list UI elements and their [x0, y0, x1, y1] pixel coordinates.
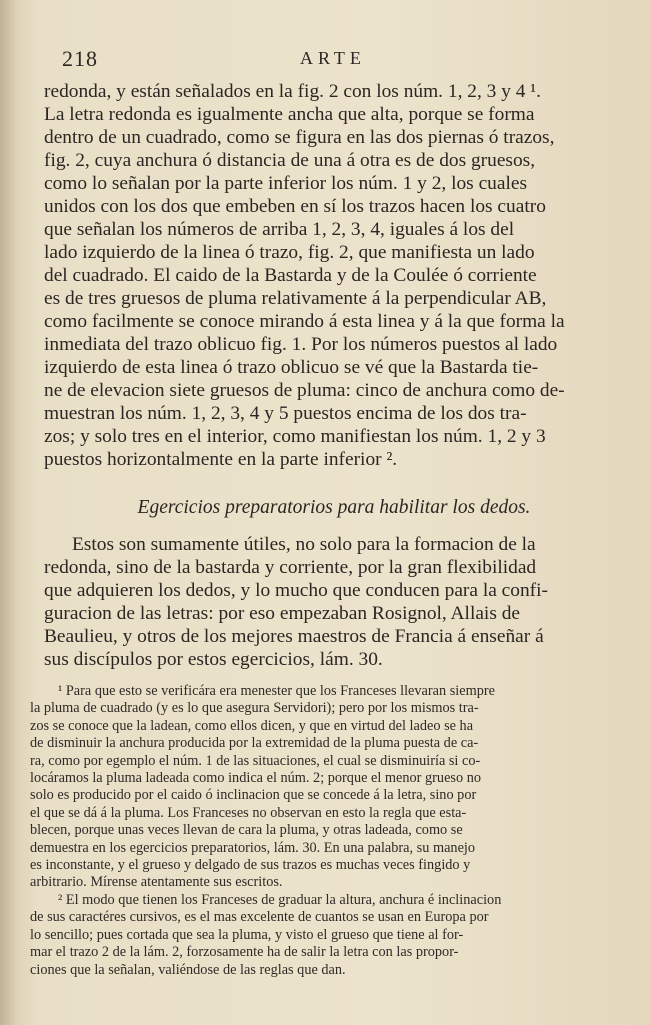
footnote-line: ra, como por egemplo el núm. 1 de las situaciones, el cual se disminuiría si co- — [30, 752, 481, 769]
section-heading: Egercicios preparatorios para habilitar los dedos. — [137, 497, 531, 518]
footnote-line: es inconstante, y el grueso y delgado de sus trazos es muchas veces fingido y — [30, 857, 471, 874]
footnote-line: zos se conoce que la ladean, como ellos dicen, y que en virtud del ladeo se ha — [30, 717, 474, 734]
page-number: 218 — [62, 46, 98, 71]
text-line: del cuadrado. El caido de la Bastarda y de la Coulée ó corriente — [44, 265, 537, 286]
running-head: ARTE — [300, 48, 366, 68]
text-line: que señalan los números de arriba 1, 2, 3, 4, iguales á los del — [44, 219, 515, 240]
footnote-line: ¹ Para que esto se verificára era menester que los Franceses llevaran siempre — [58, 683, 495, 699]
footnote-line: la pluma de cuadrado (y es lo que asegura Servidori); pero por los mismos tra- — [30, 700, 479, 717]
text-line: es de tres gruesos de pluma relativamente á la perpendicular AB, — [44, 288, 547, 309]
footnote-line: mar el trazo 2 de la lám. 2, forzosamente ha de salir la letra con las propor- — [30, 944, 459, 961]
text-line: izquierdo de esta linea ó trazo oblicuo se vé que la Bastarda tie- — [44, 357, 539, 378]
footnote-line: arbitrario. Mírense atentamente sus escritos. — [30, 874, 283, 891]
text-line: como lo señalan por la parte inferior los núm. 1 y 2, los cuales — [44, 173, 528, 194]
footnote-line: el que se dá á la pluma. Los Franceses no observan en esto la regla que esta- — [30, 804, 467, 821]
footnote-line: solo es producido por el caido ó inclinacion que se concede á la letra, sino por — [30, 787, 477, 804]
text-line: fig. 2, cuya anchura ó distancia de una á otra es de dos gruesos, — [44, 150, 536, 171]
text-line: La letra redonda es igualmente ancha que alta, porque se forma — [44, 104, 535, 125]
footnote-line: demuestra en los egercicios preparatorios, lám. 30. En una palabra, su manejo — [30, 839, 476, 856]
text-line: dentro de un cuadrado, como se figura en las dos piernas ó trazos, — [44, 127, 555, 148]
text-line: redonda, sino de la bastarda y corriente, por la gran flexibilidad — [44, 557, 537, 578]
text-line: inmediata del trazo oblicuo fig. 1. Por los números puestos al lado — [44, 334, 558, 355]
page-header — [44, 44, 590, 74]
footnote-line: ² El modo que tienen los Franceses de graduar la altura, anchura é inclinacion — [58, 891, 502, 908]
text-line: redonda, y están señalados en la fig. 2 con los núm. 1, 2, 3 y 4 ¹. — [44, 81, 541, 102]
text-line: muestran los núm. 1, 2, 3, 4 y 5 puestos encima de los dos tra- — [44, 403, 527, 424]
text-line: que adquieren los dedos, y lo mucho que conducen para la confi- — [44, 580, 548, 601]
text-line: ne de elevacion siete gruesos de pluma: cinco de anchura como de- — [44, 380, 565, 401]
footnote-line: de sus caractéres cursivos, es el mas excelente de cuantos se usan en Europa por — [30, 909, 489, 926]
text-line: guracion de las letras: por eso empezaban Rosignol, Allais de — [44, 603, 521, 624]
text-line: puestos horizontalmente en la parte inferior ². — [44, 449, 398, 470]
main-paragraph — [44, 80, 624, 471]
text-line: unidos con los dos que embeben en sí los trazos hacen los cuatro — [44, 196, 546, 217]
text-line: como facilmente se conoce mirando á esta linea y á la que forma la — [44, 311, 565, 332]
footnote-line: de disminuir la anchura producida por la extremidad de la pluma puesta de ca- — [30, 735, 479, 752]
section-paragraph — [44, 533, 624, 671]
text-line: lado izquierdo de la linea ó trazo, fig. 2, que manifiesta un lado — [44, 242, 535, 263]
footnote-line: lo sencillo; pues cortada que sea la pluma, y visto el grueso que tiene al for- — [30, 926, 464, 943]
page-gutter-shadow — [0, 0, 18, 1025]
footnotes — [30, 683, 608, 979]
text-line: Estos son sumamente útiles, no solo para la formacion de la — [72, 534, 536, 555]
text-line: Beaulieu, y otros de los mejores maestros de Francia á enseñar á — [44, 626, 544, 647]
text-line: sus discípulos por estos egercicios, lám. 30. — [44, 649, 383, 670]
footnote-line: ciones que la señalan, valiéndose de las reglas que dan. — [30, 961, 346, 978]
footnote-line: blecen, porque unas veces llevan de cara la pluma, y otras ladeada, como se — [30, 822, 463, 839]
footnote-line: locáramos la pluma ladeada como indica el núm. 2; porque el menor grueso no — [30, 770, 482, 787]
text-line: zos; y solo tres en el interior, como manifiestan los núm. 1, 2 y 3 — [44, 426, 546, 447]
